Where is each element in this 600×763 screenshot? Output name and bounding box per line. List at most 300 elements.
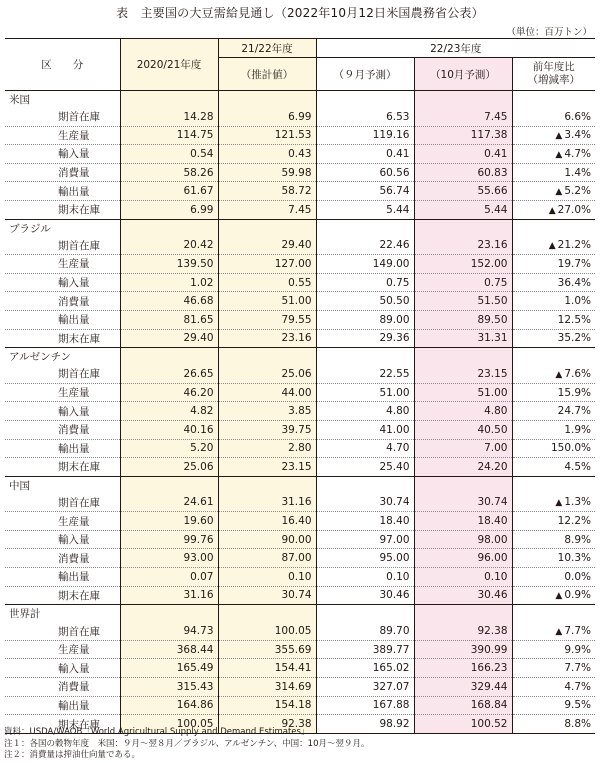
value-october-forecast: 5.44 [414,200,512,219]
value-2021-22: 154.18 [218,696,316,715]
value-september-forecast: 327.07 [316,678,414,697]
row-label: 生産量 [5,383,120,402]
value-2021-22: 31.16 [218,494,316,512]
header-change-line2: （増減率） [527,74,580,86]
value-september-forecast: 30.46 [316,586,414,605]
value-2020-21: 46.20 [120,383,218,402]
region-spacer-cell [414,219,512,237]
value-october-forecast: 23.15 [414,365,512,383]
change-rate-text: 4.5% [564,460,592,473]
row-label: 生産量 [5,126,120,145]
value-september-forecast: 0.75 [316,273,414,292]
value-september-forecast: 56.74 [316,182,414,201]
row-label: 消費量 [5,678,120,697]
value-september-forecast: 97.00 [316,530,414,549]
value-change-rate [512,678,595,697]
change-rate-text: 0.9% [564,589,592,602]
value-september-forecast: 41.00 [316,420,414,439]
value-september-forecast: 22.46 [316,237,414,255]
value-october-forecast: 60.83 [414,163,512,182]
region-spacer-cell [512,476,595,494]
value-september-forecast: 149.00 [316,255,414,274]
footnote-2: 注２：消費量は搾油仕向量である。 [4,750,141,760]
row-label: 輸出量 [5,568,120,587]
table-row [5,678,595,697]
value-change-rate [512,310,595,329]
value-october-forecast: 30.46 [414,586,512,605]
region-row [5,476,595,494]
value-2021-22: 3.85 [218,402,316,421]
value-september-forecast: 98.92 [316,715,414,734]
region-row [5,91,595,109]
row-label: 消費量 [5,420,120,439]
value-october-forecast: 51.00 [414,383,512,402]
value-october-forecast: 329.44 [414,678,512,697]
row-label: 期末在庫 [5,586,120,605]
table-row [5,182,595,201]
region-spacer-cell [512,605,595,623]
header-2021-22-estimate: （推計値） [218,58,316,91]
table-row [5,383,595,402]
row-label: 期末在庫 [5,200,120,219]
region-spacer-cell [218,219,316,237]
region-spacer-cell [316,91,414,109]
value-2021-22: 59.98 [218,163,316,182]
value-2021-22: 0.55 [218,273,316,292]
value-change-rate [512,458,595,477]
region-spacer-cell [218,476,316,494]
region-spacer-cell [120,605,218,623]
table-row [5,237,595,255]
table-row [5,402,595,421]
value-change-rate [512,696,595,715]
value-september-forecast: 89.70 [316,622,414,640]
change-rate-text: 7.6% [564,367,592,380]
region-spacer-cell [120,91,218,109]
value-october-forecast: 168.84 [414,696,512,715]
row-label: 輸入量 [5,145,120,164]
region-row [5,219,595,237]
value-2020-21: 315.43 [120,678,218,697]
region-spacer-cell [512,348,595,366]
table-body [5,91,595,734]
value-2020-21: 4.82 [120,402,218,421]
value-2020-21: 94.73 [120,622,218,640]
change-rate-text: 19.7% [557,257,592,270]
table-row [5,329,595,348]
value-september-forecast: 4.80 [316,402,414,421]
value-october-forecast: 0.75 [414,273,512,292]
value-september-forecast: 25.40 [316,458,414,477]
value-2020-21: 20.42 [120,237,218,255]
change-rate-text: 9.9% [564,643,592,656]
value-october-forecast: 51.50 [414,292,512,311]
value-october-forecast: 92.38 [414,622,512,640]
change-rate-text: 6.6% [564,110,592,123]
value-change-rate [512,622,595,640]
change-rate-text: 7.7% [564,662,592,675]
value-september-forecast: 4.70 [316,439,414,458]
value-change-rate [512,108,595,126]
change-rate-text: 3.4% [564,129,592,142]
value-2021-22: 355.69 [218,640,316,659]
value-october-forecast: 0.41 [414,145,512,164]
value-change-rate [512,255,595,274]
value-2020-21: 5.20 [120,439,218,458]
change-rate-text: 15.9% [557,386,592,399]
table-row [5,292,595,311]
value-september-forecast: 167.88 [316,696,414,715]
change-rate-text: 1.4% [564,166,592,179]
footnote-1: 注１：各国の穀物年度 米国：９月～翌８月／ブラジル、アルゼンチン、中国：10月～翌９月。 [4,738,370,749]
value-october-forecast: 96.00 [414,549,512,568]
region-name: 米国 [5,91,120,109]
table-row [5,420,595,439]
region-spacer-cell [120,348,218,366]
value-2020-21: 0.07 [120,568,218,587]
value-2020-21: 31.16 [120,586,218,605]
row-label: 期首在庫 [5,108,120,126]
row-label: 生産量 [5,512,120,531]
decrease-triangle-icon: ▲ [555,591,563,602]
region-row [5,348,595,366]
value-october-forecast: 166.23 [414,659,512,678]
value-change-rate [512,494,595,512]
decrease-triangle-icon: ▲ [555,149,563,160]
value-change-rate [512,126,595,145]
change-rate-text: 10.3% [557,552,592,565]
value-2020-21: 61.67 [120,182,218,201]
table-row [5,696,595,715]
change-rate-text: 5.2% [564,185,592,198]
value-2021-22: 25.06 [218,365,316,383]
value-october-forecast: 89.50 [414,310,512,329]
table-row [5,163,595,182]
row-label: 消費量 [5,549,120,568]
value-september-forecast: 89.00 [316,310,414,329]
value-2020-21: 24.61 [120,494,218,512]
value-october-forecast: 18.40 [414,512,512,531]
value-september-forecast: 29.36 [316,329,414,348]
value-2021-22: 87.00 [218,549,316,568]
value-september-forecast: 5.44 [316,200,414,219]
value-change-rate [512,200,595,219]
value-september-forecast: 95.00 [316,549,414,568]
table-row [5,200,595,219]
value-change-rate [512,402,595,421]
row-label: 輸入量 [5,659,120,678]
value-change-rate [512,640,595,659]
value-2021-22: 154.41 [218,659,316,678]
change-rate-text: 7.7% [564,625,592,638]
table-row [5,530,595,549]
value-2020-21: 26.65 [120,365,218,383]
table-row [5,108,595,126]
value-2021-22: 79.55 [218,310,316,329]
value-2021-22: 6.99 [218,108,316,126]
value-2020-21: 58.26 [120,163,218,182]
value-2021-22: 23.15 [218,458,316,477]
region-spacer-cell [414,91,512,109]
value-2020-21: 40.16 [120,420,218,439]
value-october-forecast: 117.38 [414,126,512,145]
value-change-rate [512,715,595,734]
table-row [5,310,595,329]
value-september-forecast: 18.40 [316,512,414,531]
value-change-rate [512,329,595,348]
value-2021-22: 100.05 [218,622,316,640]
change-rate-text: 12.5% [557,313,592,326]
unit-label: （単位：百万トン） [506,27,592,38]
table-row [5,126,595,145]
value-september-forecast: 22.55 [316,365,414,383]
value-2020-21: 81.65 [120,310,218,329]
value-2020-21: 139.50 [120,255,218,274]
table-row [5,640,595,659]
value-september-forecast: 0.10 [316,568,414,587]
region-spacer-cell [316,348,414,366]
change-rate-text: 1.3% [564,496,592,509]
value-2021-22: 2.80 [218,439,316,458]
header-2022-23: 22/23年度 [316,39,595,58]
value-2021-22: 127.00 [218,255,316,274]
table-row [5,659,595,678]
value-october-forecast: 23.16 [414,237,512,255]
value-september-forecast: 165.02 [316,659,414,678]
source-note: 資料：USDA/WAOB「World Agricultural Supply and Demand Estimates」 [4,727,310,737]
value-2021-22: 314.69 [218,678,316,697]
value-change-rate [512,145,595,164]
value-2020-21: 0.54 [120,145,218,164]
row-label: 期首在庫 [5,237,120,255]
value-september-forecast: 0.41 [316,145,414,164]
header-october-forecast: （10月予測） [414,58,512,91]
value-change-rate [512,549,595,568]
row-label: 期末在庫 [5,715,120,734]
value-2020-21: 46.68 [120,292,218,311]
region-spacer-cell [218,605,316,623]
region-name: ブラジル [5,219,120,237]
change-rate-text: 24.7% [557,405,592,418]
row-label: 期首在庫 [5,622,120,640]
value-2021-22: 23.16 [218,329,316,348]
change-rate-text: 9.5% [564,699,592,712]
value-2021-22: 0.43 [218,145,316,164]
decrease-triangle-icon: ▲ [555,131,563,142]
value-october-forecast: 40.50 [414,420,512,439]
row-label: 輸入量 [5,530,120,549]
value-change-rate [512,365,595,383]
value-october-forecast: 30.74 [414,494,512,512]
change-rate-text: 27.0% [557,203,592,216]
region-name: アルゼンチン [5,348,120,366]
value-2020-21: 1.02 [120,273,218,292]
change-rate-text: 12.2% [557,515,592,528]
value-october-forecast: 4.80 [414,402,512,421]
change-rate-text: 4.7% [564,680,592,693]
footnotes [4,727,369,762]
value-2020-21: 29.40 [120,329,218,348]
value-2021-22: 0.10 [218,568,316,587]
table-row [5,365,595,383]
value-2021-22: 58.72 [218,182,316,201]
decrease-triangle-icon: ▲ [555,369,563,380]
change-rate-text: 8.8% [564,718,592,731]
header-change-line1: 前年度比 [532,61,575,73]
value-october-forecast: 390.99 [414,640,512,659]
value-september-forecast: 30.74 [316,494,414,512]
table-row [5,494,595,512]
region-spacer-cell [218,91,316,109]
soybean-supply-demand-table [5,38,595,734]
region-spacer-cell [414,605,512,623]
value-2021-22: 30.74 [218,586,316,605]
region-spacer-cell [414,476,512,494]
change-rate-text: 35.2% [557,332,592,345]
row-label: 輸入量 [5,402,120,421]
table-row [5,458,595,477]
region-spacer-cell [120,476,218,494]
value-change-rate [512,237,595,255]
row-label: 期首在庫 [5,494,120,512]
header-year-on-year-change [512,58,595,91]
value-2021-22: 44.00 [218,383,316,402]
value-september-forecast: 6.53 [316,108,414,126]
value-2021-22: 92.38 [218,715,316,734]
region-spacer-cell [316,476,414,494]
table-row [5,145,595,164]
value-september-forecast: 51.00 [316,383,414,402]
value-2020-21: 25.06 [120,458,218,477]
value-change-rate [512,530,595,549]
value-change-rate [512,163,595,182]
decrease-triangle-icon: ▲ [548,241,556,252]
table-row [5,568,595,587]
header-september-forecast: （９月予測） [316,58,414,91]
value-change-rate [512,383,595,402]
value-october-forecast: 7.00 [414,439,512,458]
value-september-forecast: 119.16 [316,126,414,145]
value-change-rate [512,568,595,587]
change-rate-text: 36.4% [557,276,592,289]
value-2021-22: 7.45 [218,200,316,219]
change-rate-text: 150.0% [550,442,592,455]
region-spacer-cell [316,219,414,237]
decrease-triangle-icon: ▲ [555,498,563,509]
region-spacer-cell [316,605,414,623]
value-2020-21: 165.49 [120,659,218,678]
header-2020-21: 2020/21年度 [120,39,218,91]
page-title: 表 主要国の大豆需給見通し（2022年10月12日米国農務省公表） [116,6,484,20]
value-change-rate [512,659,595,678]
value-change-rate [512,273,595,292]
value-change-rate [512,292,595,311]
change-rate-text: 21.2% [557,239,592,252]
change-rate-text: 1.0% [564,295,592,308]
value-october-forecast: 100.52 [414,715,512,734]
value-2020-21: 93.00 [120,549,218,568]
value-2021-22: 51.00 [218,292,316,311]
region-spacer-cell [120,219,218,237]
value-change-rate [512,420,595,439]
row-label: 期末在庫 [5,458,120,477]
change-rate-text: 8.9% [564,533,592,546]
value-september-forecast: 389.77 [316,640,414,659]
region-spacer-cell [414,348,512,366]
value-2020-21: 368.44 [120,640,218,659]
row-label: 輸出量 [5,182,120,201]
region-spacer-cell [512,91,595,109]
row-label: 輸出量 [5,310,120,329]
row-label: 期末在庫 [5,329,120,348]
region-spacer-cell [512,219,595,237]
table-row [5,512,595,531]
value-2021-22: 16.40 [218,512,316,531]
region-name: 世界計 [5,605,120,623]
table-row [5,549,595,568]
change-rate-text: 1.9% [564,423,592,436]
row-label: 輸出量 [5,439,120,458]
value-2021-22: 39.75 [218,420,316,439]
row-label: 輸出量 [5,696,120,715]
change-rate-text: 0.0% [564,570,592,583]
decrease-triangle-icon: ▲ [548,205,556,216]
value-change-rate [512,586,595,605]
value-2021-22: 29.40 [218,237,316,255]
decrease-triangle-icon: ▲ [555,627,563,638]
value-2020-21: 99.76 [120,530,218,549]
value-2021-22: 121.53 [218,126,316,145]
value-2020-21: 19.60 [120,512,218,531]
table-row [5,586,595,605]
row-label: 消費量 [5,163,120,182]
value-2020-21: 100.05 [120,715,218,734]
value-october-forecast: 152.00 [414,255,512,274]
value-change-rate [512,512,595,531]
region-name: 中国 [5,476,120,494]
value-october-forecast: 0.10 [414,568,512,587]
row-label: 輸入量 [5,273,120,292]
value-october-forecast: 24.20 [414,458,512,477]
value-2020-21: 14.28 [120,108,218,126]
value-2020-21: 164.86 [120,696,218,715]
table-row [5,439,595,458]
value-change-rate [512,182,595,201]
value-change-rate [512,439,595,458]
value-2020-21: 6.99 [120,200,218,219]
value-october-forecast: 31.31 [414,329,512,348]
header-division: 区 分 [5,39,120,91]
header-2021-22: 21/22年度 [218,39,316,58]
table-row [5,255,595,274]
region-row [5,605,595,623]
value-september-forecast: 50.50 [316,292,414,311]
value-september-forecast: 60.56 [316,163,414,182]
decrease-triangle-icon: ▲ [555,187,563,198]
change-rate-text: 4.7% [564,147,592,160]
row-label: 消費量 [5,292,120,311]
value-2020-21: 114.75 [120,126,218,145]
table-row [5,273,595,292]
value-october-forecast: 98.00 [414,530,512,549]
row-label: 期首在庫 [5,365,120,383]
region-spacer-cell [218,348,316,366]
value-october-forecast: 55.66 [414,182,512,201]
row-label: 生産量 [5,640,120,659]
value-october-forecast: 7.45 [414,108,512,126]
table-row [5,622,595,640]
value-2021-22: 90.00 [218,530,316,549]
